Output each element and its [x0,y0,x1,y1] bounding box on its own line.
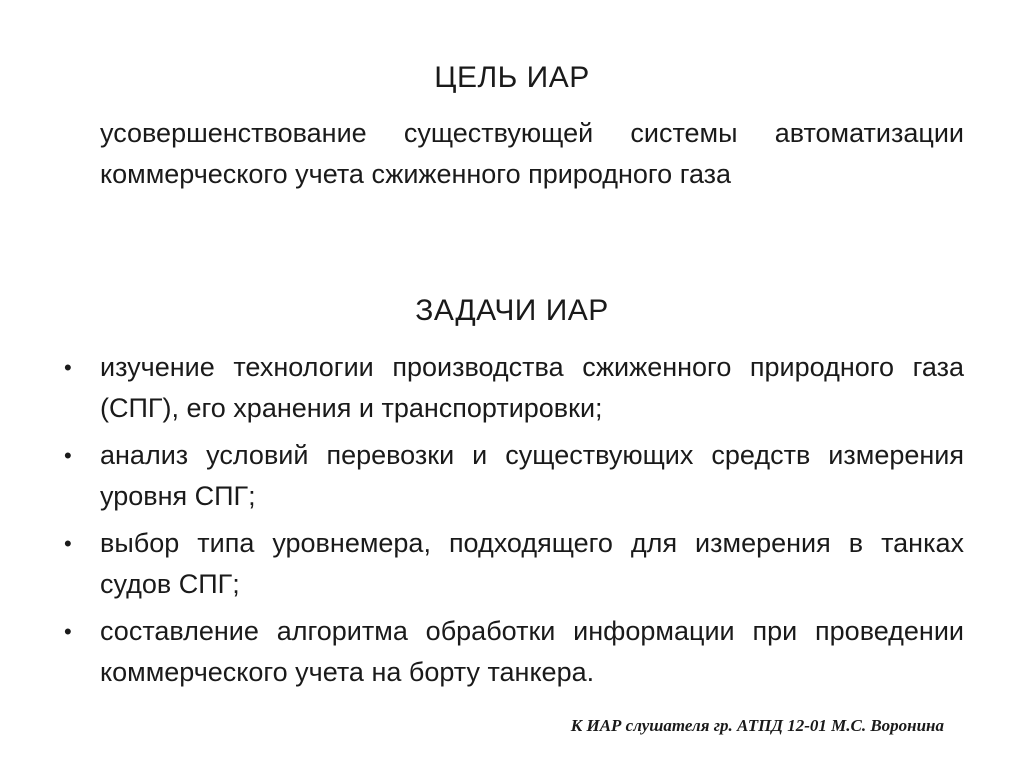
author-footer: К ИАР слушателя гр. АТПД 12-01 М.С. Воронина [570,716,944,735]
tasks-list [0,347,1024,699]
task-text: анализ условий перевозки и существующих средств измерения уровня СПГ; [100,440,964,511]
task-text: изучение технологии производства сжиженного природного газа (СПГ), его хранения и транспортировки; [100,352,964,423]
task-item [64,435,964,517]
bullet-icon: • [64,619,72,644]
task-text: выбор типа уровнемера, подходящего для измерения в танках судов СПГ; [100,528,964,599]
task-item [64,347,964,429]
task-item [64,523,964,605]
bullet-icon: • [64,443,72,468]
tasks-heading: ЗАДАЧИ ИАР [415,294,609,327]
goal-heading: ЦЕЛЬ ИАР [434,61,590,94]
bullet-icon: • [64,531,72,556]
bullet-icon: • [64,355,72,380]
task-item [64,611,964,693]
task-text: составление алгоритма обработки информации при проведении коммерческого учета на борту танкера. [100,616,964,687]
goal-text: усовершенствование существующей системы автоматизации коммерческого учета сжиженного природного газа [100,118,964,189]
